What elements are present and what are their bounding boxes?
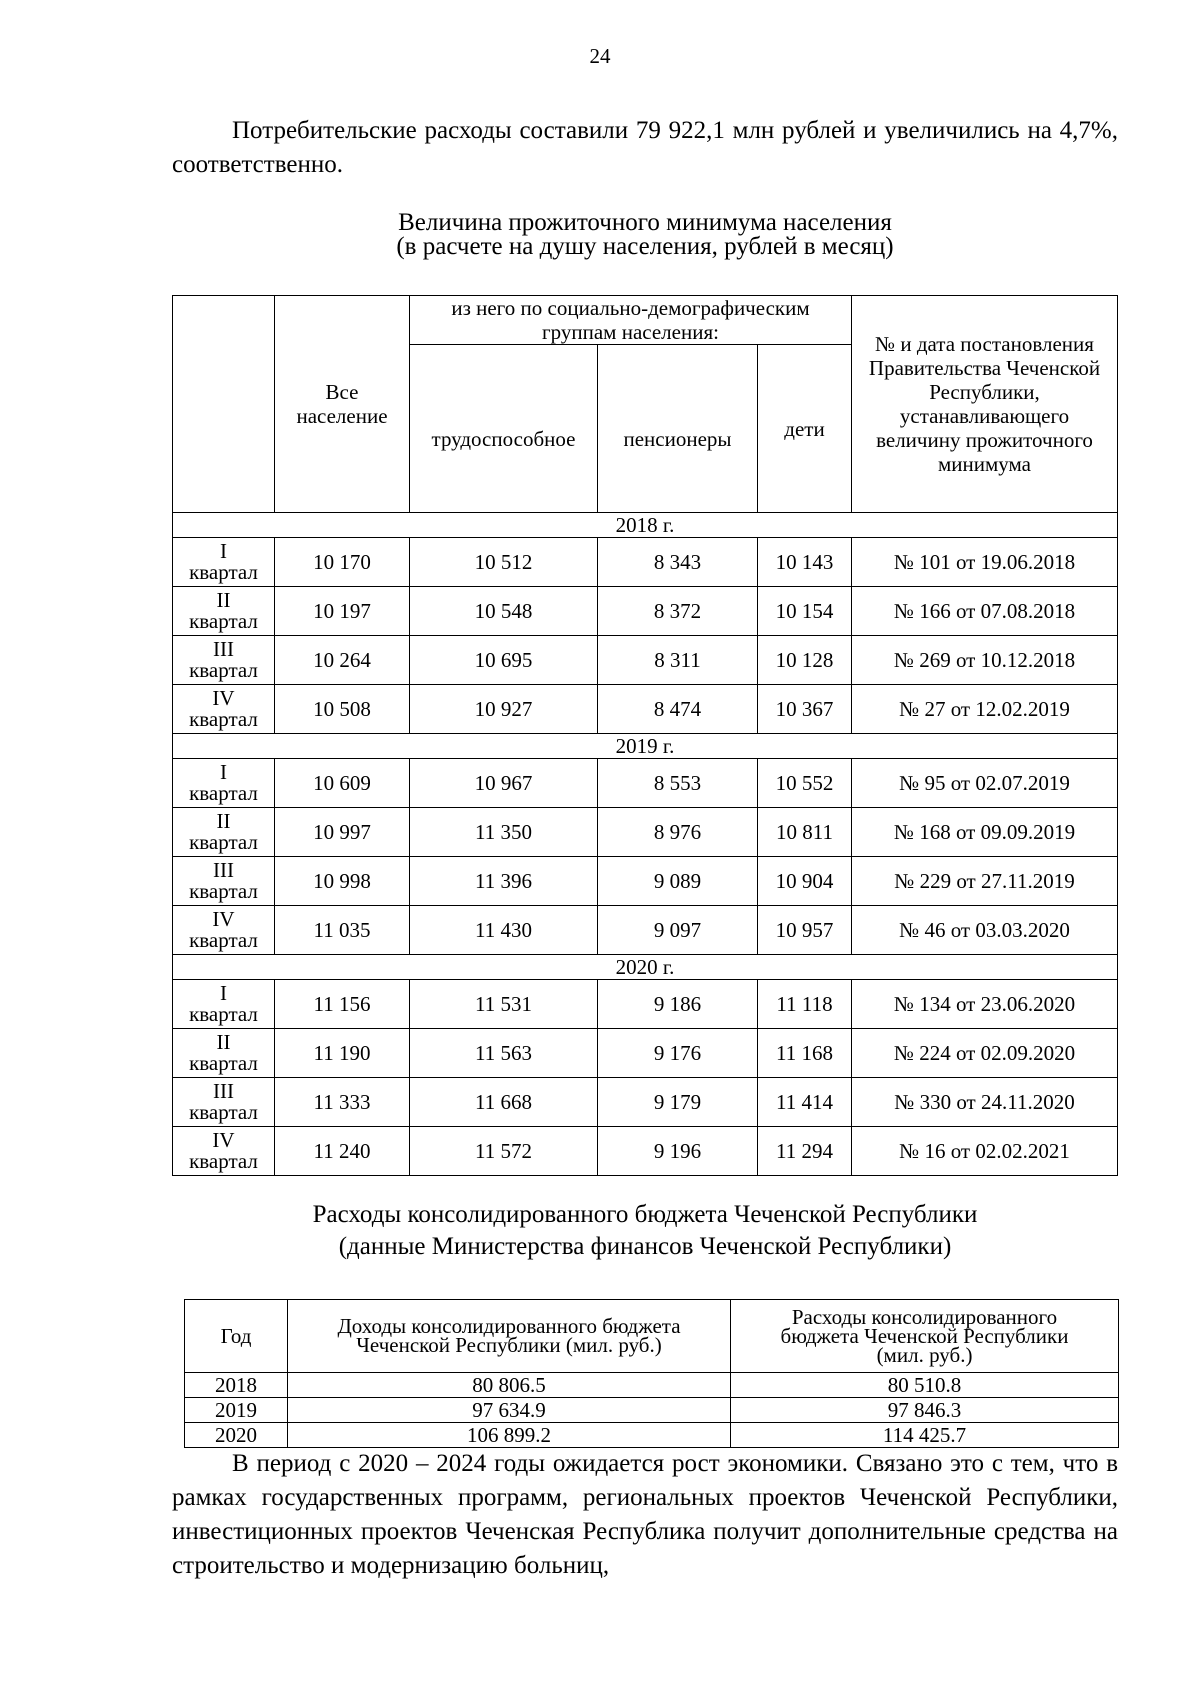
quarter-label: квартал	[189, 830, 258, 854]
working-age-cell: 10 967	[410, 759, 598, 808]
expense-cell: 80 510.8	[731, 1373, 1119, 1398]
table-row	[173, 636, 1118, 685]
working-age-cell: 10 695	[410, 636, 598, 685]
quarter-cell	[173, 1127, 275, 1176]
children-cell: 10 904	[758, 857, 852, 906]
table1-title-line2: (в расчете на душу населения, рублей в месяц)	[396, 233, 894, 260]
children-cell: 11 414	[758, 1078, 852, 1127]
all-population-cell: 10 609	[275, 759, 410, 808]
children-cell: 10 957	[758, 906, 852, 955]
all-population-cell: 10 197	[275, 587, 410, 636]
quarter-cell	[173, 1029, 275, 1078]
children-cell: 10 552	[758, 759, 852, 808]
table-row	[173, 1127, 1118, 1176]
year-row: 2020 г.	[173, 955, 1118, 980]
quarter-cell	[173, 857, 275, 906]
working-age-cell: 11 563	[410, 1029, 598, 1078]
quarter-cell	[173, 1078, 275, 1127]
year-cell: 2020	[185, 1423, 288, 1448]
header-empty-cell	[173, 296, 275, 513]
decree-cell: № 95 от 02.07.2019	[852, 759, 1118, 808]
quarter-number: IV	[212, 1128, 235, 1152]
income-cell: 106 899.2	[288, 1423, 731, 1448]
pensioners-cell: 8 553	[598, 759, 758, 808]
header-expense: Расходы консолидированного бюджета Чеченской Республики (мил. руб.)	[731, 1300, 1119, 1373]
working-age-cell: 10 512	[410, 538, 598, 587]
quarter-cell	[173, 538, 275, 587]
decree-cell: № 134 от 23.06.2020	[852, 980, 1118, 1029]
all-population-cell: 11 190	[275, 1029, 410, 1078]
quarter-label: квартал	[189, 658, 258, 682]
pensioners-cell: 9 089	[598, 857, 758, 906]
decree-cell: № 27 от 12.02.2019	[852, 685, 1118, 734]
page-number: 24	[589, 44, 611, 68]
quarter-label: квартал	[189, 1002, 258, 1026]
pensioners-cell: 8 311	[598, 636, 758, 685]
quarter-cell	[173, 587, 275, 636]
quarter-cell	[173, 980, 275, 1029]
quarter-label: квартал	[189, 1100, 258, 1124]
header-children: дети	[758, 345, 852, 513]
table-row	[173, 587, 1118, 636]
quarter-label: квартал	[189, 560, 258, 584]
all-population-cell: 10 998	[275, 857, 410, 906]
decree-cell: № 229 от 27.11.2019	[852, 857, 1118, 906]
quarter-label: квартал	[189, 1149, 258, 1173]
intro-paragraph: Потребительские расходы составили 79 922,1 млн рублей и увеличились на 4,7%, соответственно.	[172, 117, 1118, 178]
pensioners-cell: 9 176	[598, 1029, 758, 1078]
children-cell: 11 168	[758, 1029, 852, 1078]
table-row	[185, 1373, 1119, 1398]
pensioners-cell: 9 186	[598, 980, 758, 1029]
children-cell: 10 811	[758, 808, 852, 857]
decree-cell: № 166 от 07.08.2018	[852, 587, 1118, 636]
quarter-number: IV	[212, 907, 235, 931]
working-age-cell: 11 430	[410, 906, 598, 955]
budget-table	[184, 1299, 1119, 1448]
quarter-cell	[173, 636, 275, 685]
pensioners-cell: 9 196	[598, 1127, 758, 1176]
table-row	[173, 759, 1118, 808]
quarter-cell	[173, 808, 275, 857]
table-row	[173, 906, 1118, 955]
working-age-cell: 11 396	[410, 857, 598, 906]
table2-title-line1: Расходы консолидированного бюджета Чеченской Республики	[312, 1201, 978, 1228]
quarter-number: I	[220, 539, 227, 563]
quarter-number: I	[220, 760, 227, 784]
header-pensioners: пенсионеры	[598, 345, 758, 513]
pensioners-cell: 9 179	[598, 1078, 758, 1127]
all-population-cell: 11 333	[275, 1078, 410, 1127]
table-row	[185, 1398, 1119, 1423]
children-cell: 10 154	[758, 587, 852, 636]
table1-title	[172, 211, 1118, 259]
quarter-number: III	[213, 1079, 234, 1103]
pensioners-cell: 8 976	[598, 808, 758, 857]
income-cell: 80 806.5	[288, 1373, 731, 1398]
pensioners-cell: 8 474	[598, 685, 758, 734]
table-row	[173, 1029, 1118, 1078]
quarter-label: квартал	[189, 707, 258, 731]
year-row: 2018 г.	[173, 513, 1118, 538]
all-population-cell: 11 240	[275, 1127, 410, 1176]
pensioners-cell: 9 097	[598, 906, 758, 955]
decree-cell: № 224 от 02.09.2020	[852, 1029, 1118, 1078]
decree-cell: № 168 от 09.09.2019	[852, 808, 1118, 857]
header-year: Год	[185, 1300, 288, 1373]
working-age-cell: 10 548	[410, 587, 598, 636]
expense-cell: 114 425.7	[731, 1423, 1119, 1448]
quarter-number: IV	[212, 686, 235, 710]
quarter-cell	[173, 906, 275, 955]
working-age-cell: 11 572	[410, 1127, 598, 1176]
all-population-cell: 10 997	[275, 808, 410, 857]
children-cell: 10 367	[758, 685, 852, 734]
quarter-label: квартал	[189, 928, 258, 952]
table-row	[173, 538, 1118, 587]
income-cell: 97 634.9	[288, 1398, 731, 1423]
pensioners-cell: 8 343	[598, 538, 758, 587]
header-decree: № и дата постановления Правительства Чеченской Республики, устанавливающего величину прожиточного минимума	[852, 296, 1118, 513]
children-cell: 11 118	[758, 980, 852, 1029]
quarter-label: квартал	[189, 781, 258, 805]
quarter-number: II	[216, 1030, 231, 1054]
decree-cell: № 16 от 02.02.2021	[852, 1127, 1118, 1176]
all-population-cell: 10 508	[275, 685, 410, 734]
year-cell: 2018	[185, 1373, 288, 1398]
all-population-cell: 11 035	[275, 906, 410, 955]
quarter-label: квартал	[189, 879, 258, 903]
table2-title	[172, 1203, 1118, 1259]
table-row	[173, 980, 1118, 1029]
all-population-cell: 10 264	[275, 636, 410, 685]
quarter-label: квартал	[189, 609, 258, 633]
year-row: 2019 г.	[173, 734, 1118, 759]
table-row	[173, 685, 1118, 734]
table-row	[185, 1423, 1119, 1448]
table-row	[173, 857, 1118, 906]
working-age-cell: 11 350	[410, 808, 598, 857]
table-row	[173, 1078, 1118, 1127]
children-cell: 11 294	[758, 1127, 852, 1176]
header-all-population: Все население	[275, 296, 410, 513]
quarter-number: II	[216, 809, 231, 833]
header-income: Доходы консолидированного бюджета Чеченской Республики (мил. руб.)	[288, 1300, 731, 1373]
decree-cell: № 46 от 03.03.2020	[852, 906, 1118, 955]
working-age-cell: 10 927	[410, 685, 598, 734]
all-population-cell: 11 156	[275, 980, 410, 1029]
quarter-number: I	[220, 981, 227, 1005]
table1-title-line1: Величина прожиточного минимума населения	[398, 209, 892, 236]
header-working-age: трудоспособное	[410, 345, 598, 513]
quarter-number: III	[213, 858, 234, 882]
children-cell: 10 143	[758, 538, 852, 587]
expense-cell: 97 846.3	[731, 1398, 1119, 1423]
working-age-cell: 11 531	[410, 980, 598, 1029]
closing-paragraph: В период с 2020 – 2024 годы ожидается рост экономики. Связано это с тем, что в рамках государственных программ, региональных проектов Чеченской Республики, инвестиционных проектов Чеченская Республика получит дополнительные средства на строительство и модернизацию больниц,	[172, 1450, 1118, 1579]
quarter-label: квартал	[189, 1051, 258, 1075]
decree-cell: № 330 от 24.11.2020	[852, 1078, 1118, 1127]
table2-title-line2: (данные Министерства финансов Чеченской Республики)	[338, 1233, 952, 1260]
header-group: из него по социально-демографическим группам населения:	[410, 296, 852, 345]
year-cell: 2019	[185, 1398, 288, 1423]
children-cell: 10 128	[758, 636, 852, 685]
quarter-number: III	[213, 637, 234, 661]
quarter-number: II	[216, 588, 231, 612]
pensioners-cell: 8 372	[598, 587, 758, 636]
decree-cell: № 101 от 19.06.2018	[852, 538, 1118, 587]
table-row	[173, 808, 1118, 857]
quarter-cell	[173, 685, 275, 734]
working-age-cell: 11 668	[410, 1078, 598, 1127]
quarter-cell	[173, 759, 275, 808]
decree-cell: № 269 от 10.12.2018	[852, 636, 1118, 685]
subsistence-minimum-table	[172, 295, 1118, 1176]
all-population-cell: 10 170	[275, 538, 410, 587]
